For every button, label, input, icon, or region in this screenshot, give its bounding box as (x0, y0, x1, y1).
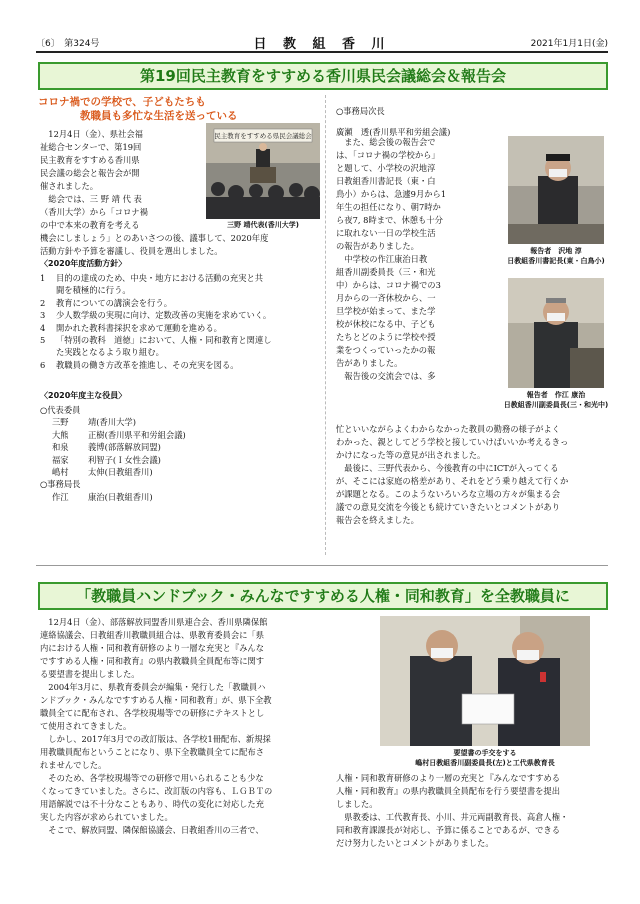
article1-subtitle-2: 教職員も多忙な生活を送っている (80, 110, 238, 122)
text-line: 最後に、三野代表から、今後教育の中にICTが入ってくる (344, 463, 559, 473)
photo-mino-speech (206, 123, 320, 219)
list-item-text: 「特別の教科 道徳」において、人権・同和教育と関連し (56, 335, 272, 346)
text-line: （香川大学）から「コロナ禍 (40, 207, 148, 217)
text-line: 実した内容が求められていました。 (40, 812, 173, 822)
list-item-text: 少人数学級の実現に向け、定数改善の実施を求めていく。 (56, 310, 272, 321)
list-item-key: 5 (40, 335, 46, 346)
text-line: 民会議の総会と報告会が開 (40, 168, 140, 178)
list-item-text: 康治(日教組香川) (88, 491, 153, 502)
photo2-caption-2: 日教組香川書記長(東・白鳥小) (507, 257, 605, 265)
list-item-text: 開かれた教科書採択を求めて運動を進める。 (56, 322, 222, 333)
text-line: 活動方針や予算を審議し、役員を選出しました。 (40, 246, 223, 256)
text-line: 校が休校になる中、子ども (336, 319, 436, 329)
text-line: 12月4日（金）、県社会福 (48, 129, 143, 139)
text-line: る要望書を提出しました。 (40, 669, 140, 679)
policy-heading: 〈2020年度活動方針〉 (40, 259, 127, 268)
list-item (40, 441, 325, 453)
photo2-caption-1: 報告者 沢地 淳 (530, 247, 582, 255)
list-item-key: 嶋村 (52, 467, 69, 478)
list-item (40, 429, 325, 441)
article1-intro (40, 128, 210, 193)
photo-sawachi (508, 136, 604, 244)
text-line: 2004年3月に、県教育委員会が編集・発行した「教職員ハ (48, 682, 266, 692)
text-line: 祉総合センターで、第19回 (40, 142, 142, 152)
text-line: 機会にしましょう」とのあいさつの後、議事して、2020年度 (40, 233, 269, 243)
text-line: 業をつくっていったかの報 (336, 345, 436, 355)
list-item-text: 教職員の働き方改革を推進し、その充実を図る。 (56, 359, 239, 370)
list-item-key: 2 (40, 297, 46, 308)
text-line: 総会では、三 野 靖 代 表 (48, 194, 142, 204)
list-item-text: 利智子(Ｉ女性会議) (88, 454, 161, 465)
text-line: と題して、小学校の沢地淳 (336, 163, 436, 173)
list-item-key: 4 (40, 322, 46, 333)
article1-title: 第19回民主教育をすすめる香川県民会議総会＆報告会 (38, 62, 608, 90)
list-item-text: 正樹(香川県平和労組会議) (88, 429, 186, 440)
list-item (40, 491, 325, 503)
list-item (40, 346, 325, 358)
text-line: そこで、解放同盟、隣保館協議会、日教組香川の三者で、 (48, 825, 264, 835)
list-item-text: 闘を積極的に行う。 (56, 285, 131, 296)
list-item (40, 404, 325, 416)
text-line: たちとどのように学校や授 (336, 332, 436, 342)
text-line: しました。 (336, 799, 378, 809)
photo1-sign-text: 民主教育をすすめる県民会議総会 (214, 132, 312, 140)
photo-sakue (508, 278, 604, 388)
issue-date: 2021年1月1日(金) (530, 39, 608, 49)
page-number: 〔6〕 第324号 (36, 39, 100, 49)
photo-petition-handover (380, 616, 590, 746)
photo4-caption-1: 要望書の手交をする (453, 749, 517, 757)
text-line: れませんでした。 (40, 760, 107, 770)
text-line: しかし、2017年3月での改訂版は、各学校1冊配布、新規採 (48, 734, 271, 744)
newsletter-title: 日 教 組 香 川 (253, 37, 391, 52)
list-item-key: 福家 (52, 454, 69, 465)
article2-title: 「教職員ハンドブック・みんなですすめる人権・同和教育」を全教職員に (38, 582, 608, 610)
text-line: ら夜7, 8時まで、休憩も十分 (336, 215, 443, 225)
list-item (40, 322, 325, 334)
text-line: ですすめる人権・同和教育』の県内教職員全員配布等に関す (40, 656, 265, 666)
text-line: 同和教育課課長が対応し、予算に係ることであるが、できる (336, 825, 561, 835)
list-item-key: ○事務局長 (40, 479, 81, 490)
officers-heading: 〈2020年度主な役員〉 (40, 391, 127, 400)
list-item (40, 466, 325, 478)
text-line: 用語解説では不十分なこともあり、時代の変化に対応した充 (40, 799, 265, 809)
text-line: また、総会後の報告会で (344, 137, 436, 147)
text-line: そのため、各学校現場等での研修で用いられることも少な (48, 773, 264, 783)
text-line: 連絡協議会、日教組香川教職員組合は、県教育委員会に「県 (40, 630, 265, 640)
list-item (40, 284, 325, 296)
article1-closing-text (336, 423, 608, 527)
list-item-text: 義博(部落解放同盟) (88, 442, 161, 453)
photo2-caption (500, 246, 612, 266)
list-item (40, 416, 325, 428)
text-line: 年生の担任になり、朝7時か (336, 202, 441, 212)
list-item-key: 3 (40, 310, 46, 321)
text-line: 告がありました。 (336, 358, 403, 368)
list-item-key: 6 (40, 359, 46, 370)
list-item (40, 334, 325, 346)
section-divider (36, 565, 608, 566)
list-item (40, 297, 325, 309)
policy-list (40, 272, 325, 371)
photo3-caption-1: 報告者 作江 康治 (526, 391, 586, 399)
list-item (40, 454, 325, 466)
text-line: 月からの一斉休校から、一 (336, 293, 436, 303)
list-item-key: 和泉 (52, 442, 69, 453)
text-line: 12月4日（金）、部落解放同盟香川県連合会、香川県隣保館 (48, 617, 268, 627)
list-item-key: 作江 (52, 491, 69, 502)
list-item-text: 教育についての講演会を行う。 (56, 297, 172, 308)
photo3-caption (500, 390, 612, 410)
list-item (40, 478, 325, 490)
text-line: 中）からは、コロナ禍での3 (336, 280, 441, 290)
text-line: の報告がありました。 (336, 241, 419, 251)
text-line: 県教委は、工代教育長、小川、井元両副教育長、高倉人権・ (344, 812, 569, 822)
list-item-key: 1 (40, 273, 46, 283)
list-item-key: 三野 (52, 417, 69, 428)
article2-body-right (336, 772, 608, 850)
text-line: が、そこには家庭の格差があり、それをどう乗り越えて行くか (336, 476, 569, 486)
text-line: 忙といいながらよくわからなかった教員の勤務の様子がよく (336, 424, 561, 434)
list-item (40, 359, 325, 371)
text-line: 日教組香川書記長（東・白 (336, 176, 436, 186)
text-line: て使用されてきました。 (40, 721, 132, 731)
text-line: かけになった等の意見が出されました。 (336, 450, 486, 460)
text-line: の中で本来の教育を考える (40, 220, 140, 230)
text-line: だけ努力したいとコメントがありました。 (336, 838, 494, 848)
list-item (40, 309, 325, 321)
article1-para2-cont (40, 232, 325, 258)
text-line: 報告会を終えました。 (336, 515, 419, 525)
photo4-caption-2: 嶋村日教組香川副委員長(左)と工代県教育長 (415, 759, 555, 767)
article2-body-left (40, 616, 328, 837)
article1-report-text (336, 136, 496, 383)
text-line: 廣瀬 透(香川県平和労組会議) (336, 127, 451, 137)
text-line: 用教職員配布ということになり、県下全教職員全てに配布さ (40, 747, 265, 757)
text-line: くなってきていました。さらに、改訂版の内容も、ＬＧＢＴの (40, 786, 273, 796)
page-header (36, 33, 608, 53)
text-line: 催されました。 (40, 181, 99, 191)
list-item-text: 目的の達成のため、中央・地方における活動の充実と共 (56, 273, 264, 283)
text-line: わかった、親としてどう学校と接していけばいいか考えるきっ (336, 437, 569, 447)
text-line: ンドブック・みんなですすめる人権・同和教育」が、県下全教 (40, 695, 272, 705)
photo3-caption-2: 日教組香川副委員長(三・和光中) (503, 401, 609, 409)
list-item-key: 大熊 (52, 429, 69, 440)
article1-para2 (40, 193, 210, 232)
photo4-caption (360, 748, 610, 768)
text-line: 職員全てに配布され、各学校現場等での研修にテキストとし (40, 708, 265, 718)
text-line: ○事務局次長 (336, 106, 385, 117)
text-line: 議での意見交流を今後とも続けていきたいとコメントがあり (336, 502, 561, 512)
text-line: 組香川副委員長（三・和光 (336, 267, 436, 277)
column-divider (325, 95, 326, 555)
list-item-text: 靖(香川大学) (88, 417, 136, 428)
photo1-caption: 三野 靖代表(香川大学) (227, 221, 299, 229)
list-item-key: ○代表委員 (40, 405, 81, 415)
text-line: 報告後の交流会では、多 (344, 371, 436, 381)
list-item-text: 太伸(日教組香川) (88, 467, 153, 478)
text-line: 鳥小）からは、急遽9月から1 (336, 189, 447, 199)
text-line: が課題となる。このようないろいろな立場の方々が集まる会 (336, 489, 561, 499)
text-line: は、「コロナ禍の学校から」 (336, 150, 440, 160)
text-line: 民主教育をすすめる香川県 (40, 155, 140, 165)
text-line: に取れない一日の学校生活 (336, 228, 436, 238)
text-line: 旦学校が始まって、また学 (336, 306, 436, 316)
text-line: 中学校の作江康治日教 (344, 254, 428, 264)
article1-subtitle-1: コロナ禍での学校で、子どもたちも (38, 96, 206, 108)
list-item (40, 272, 325, 284)
text-line: 内における人権・同和教育研修のより一層な充実と『みんな (40, 643, 265, 653)
officers-list (40, 404, 325, 503)
list-item-text: た実践となるよう取り組む。 (56, 347, 164, 358)
text-line: 人権・同和教育研修のより一層の充実と『みんなですすめる (336, 773, 561, 783)
text-line: 人権・同和教育』の県内教職員全員配布を行う要望書を提出 (336, 786, 561, 796)
